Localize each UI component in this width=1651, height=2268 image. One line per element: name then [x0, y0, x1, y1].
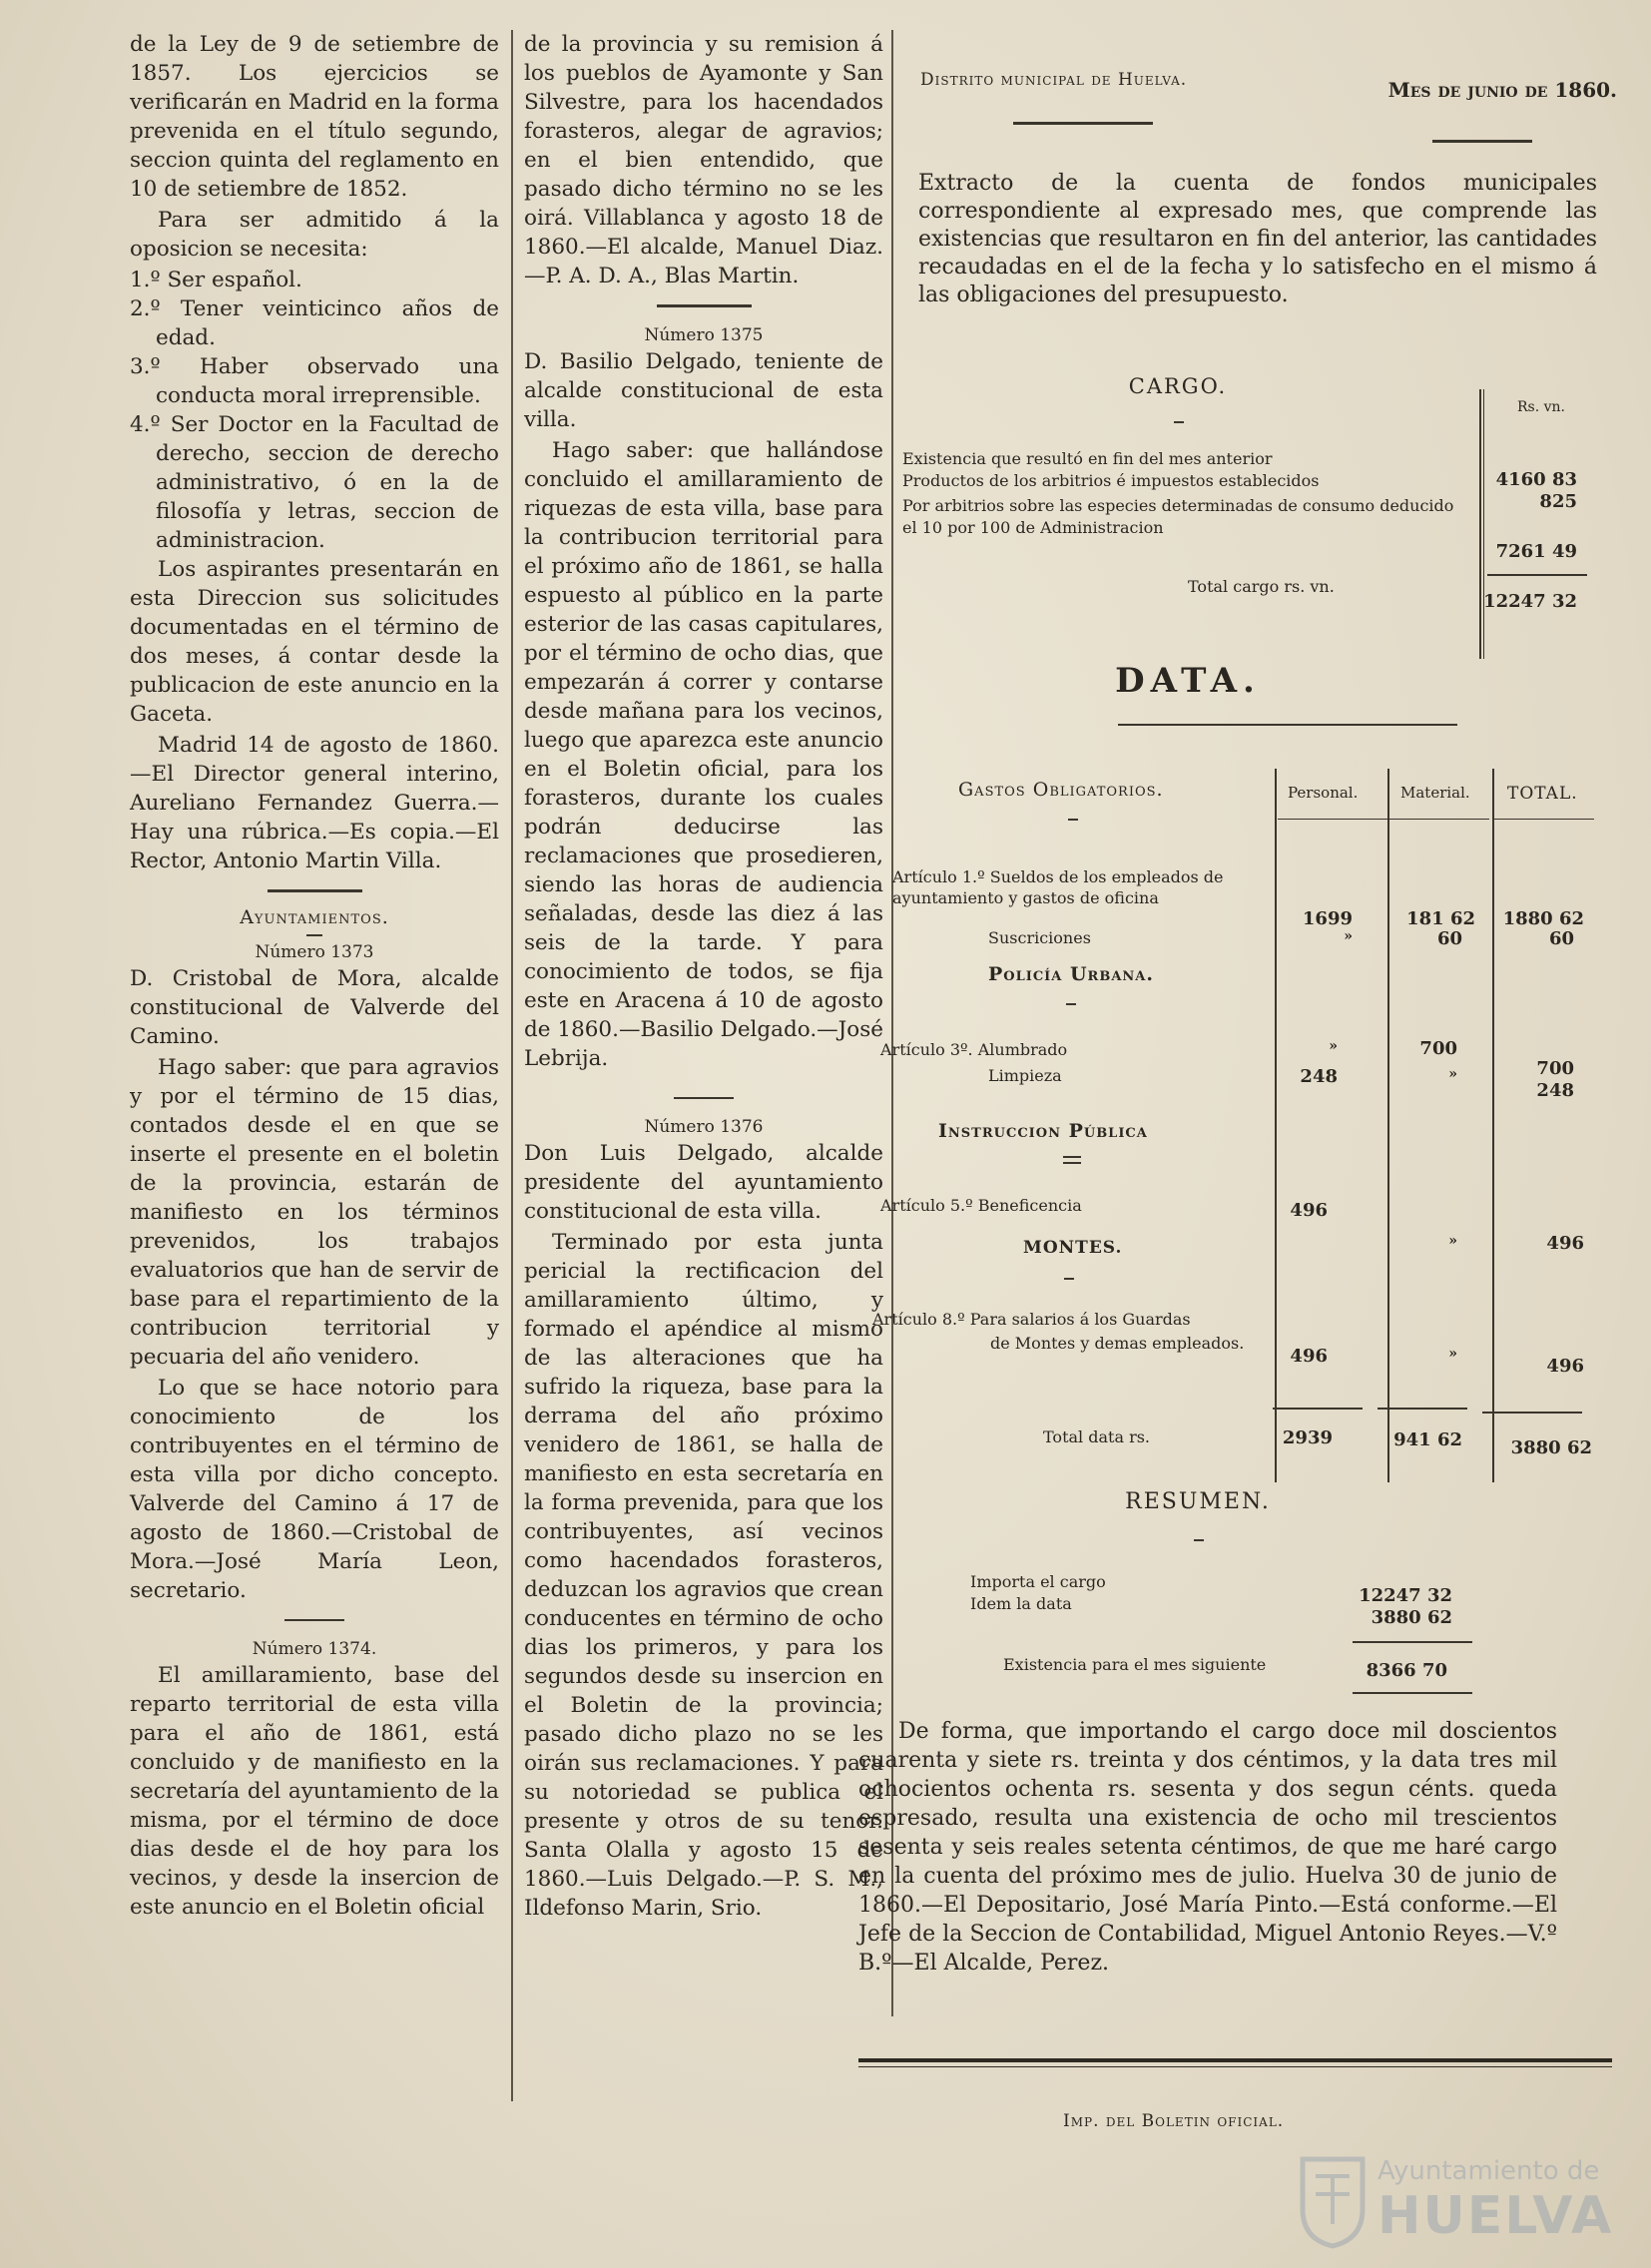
paragraph: Hago saber: que hallándose concluido el amillaramiento de riquezas de esta villa, base para la contribucion territorial para el próximo año de 1861, se halla espuesto al público en la parte esterior de las casas capitulares, por el término de ocho dias, que empezarán á correr y contarse desde mañana para los vecinos, luego que aparezca este anuncio en el Boletin oficial, para los forasteros, durante los cuales podrán deducirse las reclamaciones que prosedieren, siendo las horas de audiencia señaladas, desde las diez á las seis de la tarde. Y para conocimiento de todos, se fija este en Aracena á 10 de agosto de 1860.—Basilio Delgado.—José Lebrija.	[524, 438, 883, 1071]
shield-icon	[1298, 2154, 1368, 2249]
table-rule	[1278, 819, 1387, 820]
suscriciones-material: 60	[1436, 928, 1462, 949]
suscriciones-label: Suscriciones	[988, 928, 1091, 947]
article-8-label: de Montes y demas empleados.	[990, 1334, 1245, 1353]
watermark	[1298, 2146, 1617, 2256]
requirement-item: 1.º Ser español.	[130, 268, 302, 292]
montes-title: MONTES.	[1023, 1238, 1123, 1258]
paragraph: Madrid 14 de agosto de 1860.—El Director general interino, Aureliano Fernandez Guerra.—Hay una rúbrica.—Es copia.—El Rector, Antonio Martin Villa.	[130, 733, 499, 873]
total-total: 3880 62	[1510, 1437, 1592, 1458]
separator	[1174, 421, 1184, 423]
article-3-label: Artículo 3º. Alumbrado	[880, 1040, 1068, 1059]
sum-rule	[1377, 1408, 1467, 1410]
limpieza-personal: 248	[1300, 1066, 1338, 1087]
notice-number: Número 1374.	[252, 1639, 377, 1659]
column-material: Material.	[1400, 784, 1470, 802]
cargo-row-value: 4160 83	[1495, 469, 1577, 490]
cargo-row-label: Existencia que resultó en fin del mes anterior	[902, 449, 1273, 468]
limpieza-label: Limpieza	[988, 1066, 1062, 1085]
closing-paragraph: De forma, que importando el cargo doce mil doscientos cuarenta y siete rs. treinta y dos céntimos, y la data tres mil ochocientos ochenta rs. sesenta y dos segun cénts. queda espresado, resulta una existencia de ocho mil trescientos sesenta y seis reales setenta céntimos, de que me haré cargo en la cuenta del próximo mes de julio. Huelva 30 de junio de 1860.—El Depositario, José María Pinto.—Está conforme.—El Jefe de la Seccion de Contabilidad, Miguel Antonio Reyes.—V.º B.º—El Alcalde, Perez.	[858, 1719, 1557, 1976]
importa-value: 12247 32	[1359, 1585, 1452, 1606]
article-3-material: 700	[1419, 1038, 1457, 1059]
total-data-label: Total data rs.	[1043, 1427, 1151, 1446]
instruccion-title: Instruccion Pública	[938, 1120, 1148, 1142]
paragraph: de la Ley de 9 de setiembre de 1857. Los ejercicios se verificarán en Madrid en la forma prevenida en el título segundo, seccion quinta del reglamento en 10 de setiembre de 1852.	[130, 32, 499, 202]
article-3-personal: »	[1329, 1038, 1338, 1054]
notice-number: Número 1376	[644, 1117, 764, 1137]
idem-label: Idem la data	[970, 1594, 1072, 1613]
table-rule	[1387, 769, 1389, 1482]
account-header	[878, 30, 1617, 102]
requirement-item: 2.º Tener veinticinco años de edad.	[130, 296, 499, 350]
separator	[1068, 819, 1078, 821]
total-personal: 2939	[1282, 1427, 1333, 1448]
paragraph: El amillaramiento, base del reparto territorial de esta villa para el año de 1861, está concluido y de manifiesto en la secretaría del ayuntamiento de la misma, por el término de doce dias desde el de hoy para los vecinos, y desde la insercion de este anuncio en el Boletin oficial	[130, 1663, 499, 1920]
section-heading: Ayuntamientos.	[240, 906, 389, 928]
separator	[1066, 1003, 1076, 1005]
sum-rule	[1353, 1641, 1472, 1643]
article-1-label: Artículo 1.º Sueldos de los empleados de ayuntamiento y gastos de oficina	[892, 867, 1224, 907]
column-2	[524, 30, 883, 1925]
separator	[674, 1097, 734, 1099]
limpieza-material: »	[1448, 1066, 1457, 1082]
separator	[268, 889, 362, 892]
column-total: TOTAL.	[1507, 784, 1578, 804]
cargo-total-value: 12247 32	[1483, 591, 1577, 612]
article-1-total: 1880 62	[1502, 908, 1584, 929]
district-title: Distrito municipal de Huelva.	[920, 70, 1188, 90]
sum-rule	[1482, 1412, 1582, 1414]
sum-rule	[1273, 1408, 1363, 1410]
requirement-item: 3.º Haber observado una conducta moral irreprensible.	[130, 354, 499, 408]
montes-material: »	[1448, 1233, 1457, 1249]
cargo-total-label: Total cargo rs. vn.	[1188, 577, 1335, 596]
table-rule	[1494, 819, 1594, 820]
paragraph: Los aspirantes presentarán en esta Direccion sus solicitudes documentadas en el término de dos meses, á contar desde la publicacion de este anuncio en la Gaceta.	[130, 557, 499, 727]
gastos-title: Gastos Obligatorios.	[958, 779, 1164, 801]
article-8-material: »	[1448, 1346, 1457, 1362]
table-rule	[1479, 389, 1481, 659]
suscriciones-personal: »	[1344, 928, 1353, 944]
column-1	[130, 30, 499, 1924]
footer-rule	[858, 2066, 1612, 2067]
sum-rule	[1487, 574, 1587, 576]
watermark-line-1: Ayuntamiento de	[1377, 2156, 1600, 2186]
notice-number: Número 1373	[255, 942, 374, 962]
paragraph: de la provincia y su remision á los pueblos de Ayamonte y San Silvestre, para los hacendados forasteros, alegar de agravios; en el bien entendido, que pasado dicho término no se les oirá. Villablanca y agosto 18 de 1860.—El alcalde, Manuel Diaz.—P. A. D. A., Blas Martin.	[524, 32, 883, 288]
article-8-total: 496	[1546, 1356, 1584, 1377]
notice-number: Número 1375	[644, 325, 764, 345]
cargo-row-value: 825	[1539, 491, 1577, 512]
separator	[284, 1619, 344, 1621]
existencia-value: 8366 70	[1366, 1660, 1447, 1681]
importa-label: Importa el cargo	[970, 1572, 1106, 1591]
separator	[1118, 724, 1457, 726]
article-8-label: Artículo 8.º Para salarios á los Guardas	[872, 1310, 1191, 1329]
article-8-personal: 496	[1290, 1346, 1328, 1367]
article-5-label: Artículo 5.º Beneficencia	[880, 1196, 1082, 1215]
existencia-label: Existencia para el mes siguiente	[1003, 1655, 1267, 1674]
montes-total: 496	[1546, 1233, 1584, 1254]
separator	[1194, 1539, 1204, 1541]
paragraph: Lo que se hace notorio para conocimiento de los contribuyentes en el término de esta villa por dicho concepto. Valverde del Camino á 17 de agosto de 1860.—Cristobal de Mora.—José María Leon, secretario.	[130, 1376, 499, 1603]
idem-value: 3880 62	[1371, 1607, 1452, 1628]
article-3-total: 700	[1536, 1058, 1574, 1079]
separator	[1063, 1156, 1081, 1158]
extracto-paragraph: Extracto de la cuenta de fondos municipales correspondiente al expresado mes, que comprende las existencias que resultaron en fin del anterior, las cantidades recaudadas en el de la fecha y lo satisfecho en el mismo á las obligaciones del presupuesto.	[918, 171, 1597, 307]
month-title: Mes de junio de 1860.	[1387, 78, 1617, 102]
article-1-personal: 1699	[1302, 908, 1353, 929]
cargo-row-value: 7261 49	[1495, 541, 1577, 562]
resumen-title: RESUMEN.	[1125, 1489, 1271, 1514]
cargo-title: CARGO.	[1128, 374, 1228, 398]
suscriciones-total: 60	[1548, 928, 1574, 949]
cargo-row-label: Productos de los arbitrios é impuestos establecidos	[902, 471, 1320, 490]
separator	[657, 304, 752, 307]
table-rule	[1483, 389, 1484, 659]
total-material: 941 62	[1393, 1429, 1462, 1450]
separator	[1063, 1162, 1081, 1164]
separator	[1064, 1278, 1074, 1280]
paragraph: Terminado por esta junta pericial la rectificacion del amillaramiento último, y formado el apéndice al mismo de las alteraciones que ha sufrido la riqueza, base para la derrama del año próximo venidero de 1861, se halla de manifiesto en esta secretaría en la forma prevenida, para que los contribuyentes, así vecinos como hacendados forasteros, deduzcan los agravios que crean conducentes en término de ocho dias los primeros, y para los segundos desde su insercion en el Boletin de la provincia; pasado dicho plazo no se les oirán sus reclamaciones. Y para su notoriedad se publica el presente y otros de su tenor. Santa Olalla y agosto 15 de 1860.—Luis Delgado.—P. S. M., Ildefonso Marin, Srio.	[524, 1230, 883, 1921]
separator	[1432, 140, 1532, 143]
watermark-line-2: HUELVA	[1377, 2186, 1614, 2246]
separator	[1013, 122, 1153, 125]
policia-title: Policía Urbana.	[988, 963, 1154, 985]
column-rule-1	[511, 30, 513, 2101]
article-1-material: 181 62	[1406, 908, 1475, 929]
sum-rule	[1353, 1692, 1472, 1694]
cargo-unit: Rs. vn.	[1517, 399, 1566, 415]
table-rule	[1389, 819, 1489, 820]
notice-heading: D. Basilio Delgado, teniente de alcalde constitucional de esta villa.	[524, 349, 883, 432]
table-rule	[1275, 769, 1277, 1482]
limpieza-total: 248	[1536, 1080, 1574, 1101]
footer-rule	[858, 2058, 1612, 2062]
data-title: DATA.	[1115, 661, 1261, 701]
column-personal: Personal.	[1288, 784, 1359, 802]
paragraph: Hago saber: que para agravios y por el término de 15 dias, contados desde el en que se inserte el presente en el boletin de la provincia, estarán de manifiesto en los términos prevenidos, los trabajos evaluatorios que han de servir de base para el repartimiento de la contribucion territorial y pecuaria del año venidero.	[130, 1055, 499, 1370]
article-5-personal: 496	[1290, 1200, 1328, 1221]
separator	[306, 934, 322, 936]
paragraph: Para ser admitido á la oposicion se necesita:	[130, 208, 499, 262]
imprint: Imp. del Boletin oficial.	[1063, 2111, 1285, 2131]
notice-heading: D. Cristobal de Mora, alcalde constitucional de Valverde del Camino.	[130, 966, 499, 1049]
requirement-item: 4.º Ser Doctor en la Facultad de derecho, seccion de derecho administrativo, ó en la de filosofía y letras, seccion de administracion.	[130, 412, 499, 553]
notice-heading: Don Luis Delgado, alcalde presidente del ayuntamiento constitucional de esta villa.	[524, 1141, 883, 1224]
cargo-row-label: Por arbitrios sobre las especies determinadas de consumo deducido el 10 por 100 de Administracion	[902, 496, 1454, 537]
